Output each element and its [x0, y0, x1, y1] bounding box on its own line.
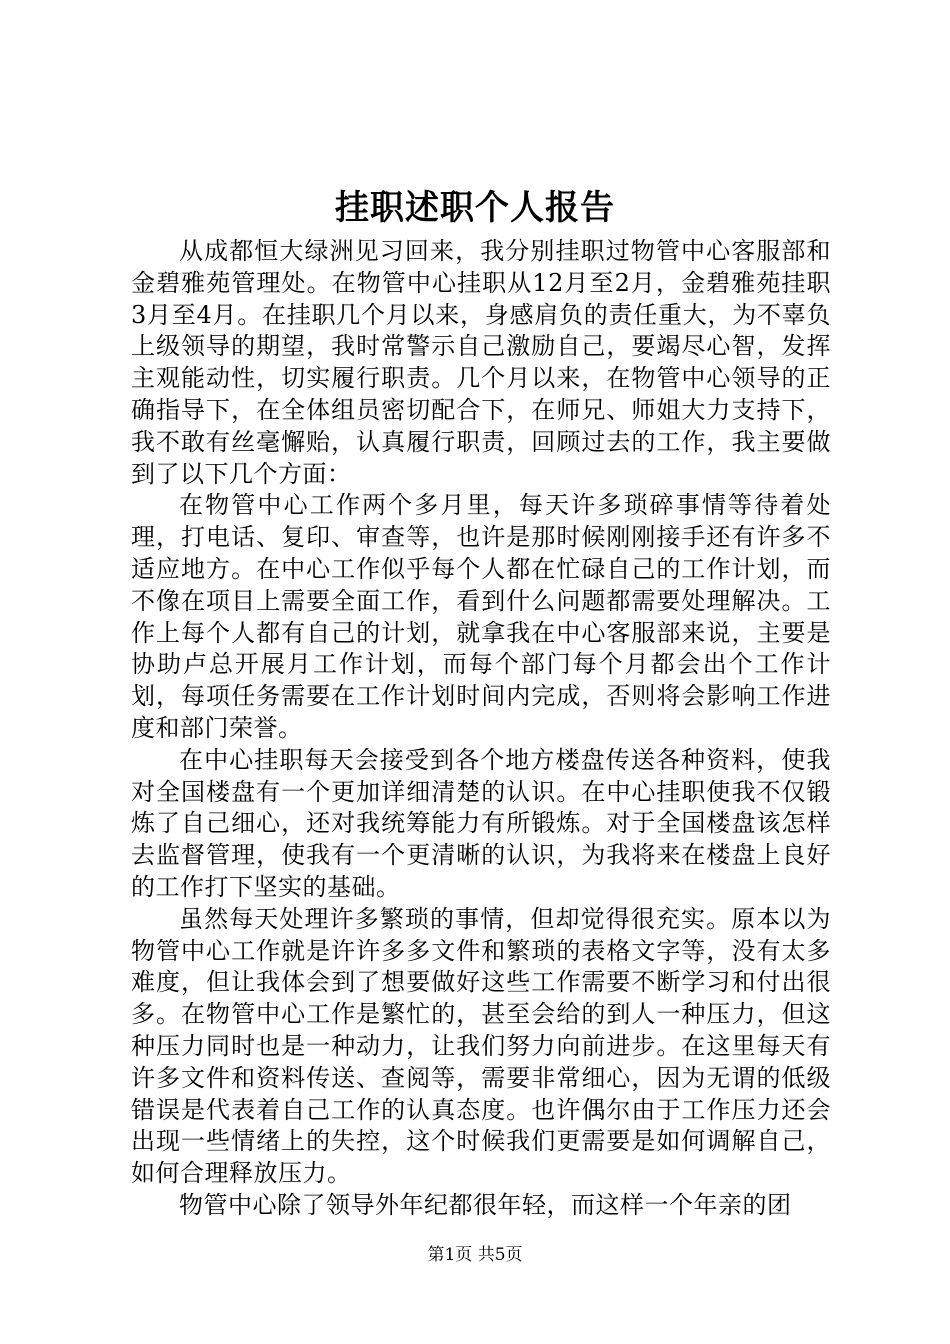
paragraph-5: 物管中心除了领导外年纪都很年轻，而这样一个年亲的团 [179, 1190, 792, 1219]
page-footer: 第1页 共5页 [427, 1245, 523, 1265]
document-body [131, 236, 831, 1222]
paragraph-3: 在中心挂职每天会接受到各个地方楼盘传送各种资料，使我对全国楼盘有一个更加详细清楚的认识。在中心挂职使我不仅锻炼了自己细心，还对我统筹能力有所锻炼。对于全国楼盘该怎样去监督管理，使我有一个更清晰的认识，为我将来在楼盘上良好的工作打下坚实的基础。 [131, 745, 831, 901]
paragraph-4: 虽然每天处理许多繁琐的事情，但却觉得很充实。原本以为物管中心工作就是许许多多文件和繁琐的表格文字等，没有太多难度，但让我体会到了想要做好这些工作需要不断学习和付出很多。在物管中心工作是繁忙的，甚至会给的到人一种压力，但这种压力同时也是一种动力，让我们努力向前进步。在这里每天有许多文件和资料传送、查阅等，需要非常细心，因为无谓的低级错误是代表着自己工作的认真态度。也许偶尔由于工作压力还会出现一些情绪上的失控，这个时候我们更需要是如何调解自己，如何合理释放压力。 [131, 904, 831, 1188]
document-title: 挂职述职个人报告 [335, 188, 615, 228]
paragraph-2: 在物管中心工作两个多月里，每天许多琐碎事情等待着处理，打电话、复印、审查等，也许是那时候刚刚接手还有许多不适应地方。在中心工作似乎每个人都在忙碌自己的工作计划，而不像在项目上需要全面工作，看到什么问题都需要处理解决。工作上每个人都有自己的计划，就拿我在中心客服部来说，主要是协助卢总开展月工作计划，而每个部门每个月都会出个工作计划，每项任务需要在工作计划时间内完成，否则将会影响工作进度和部门荣誉。 [131, 491, 831, 742]
paragraph-1: 从成都恒大绿洲见习回来，我分别挂职过物管中心客服部和金碧雅苑管理处。在物管中心挂职从12月至2月，金碧雅苑挂职3月至4月。在挂职几个月以来，身感肩负的责任重大，为不辜负上级领导的期望，我时常警示自己激励自己，要竭尽心智，发挥主观能动性，切实履行职责。几个月以来，在物管中心领导的正确指导下，在全体组员密切配合下，在师兄、师姐大力支持下，我不敢有丝毫懈贻，认真履行职责，回顾过去的工作，我主要做到了以下几个方面： [131, 237, 831, 488]
